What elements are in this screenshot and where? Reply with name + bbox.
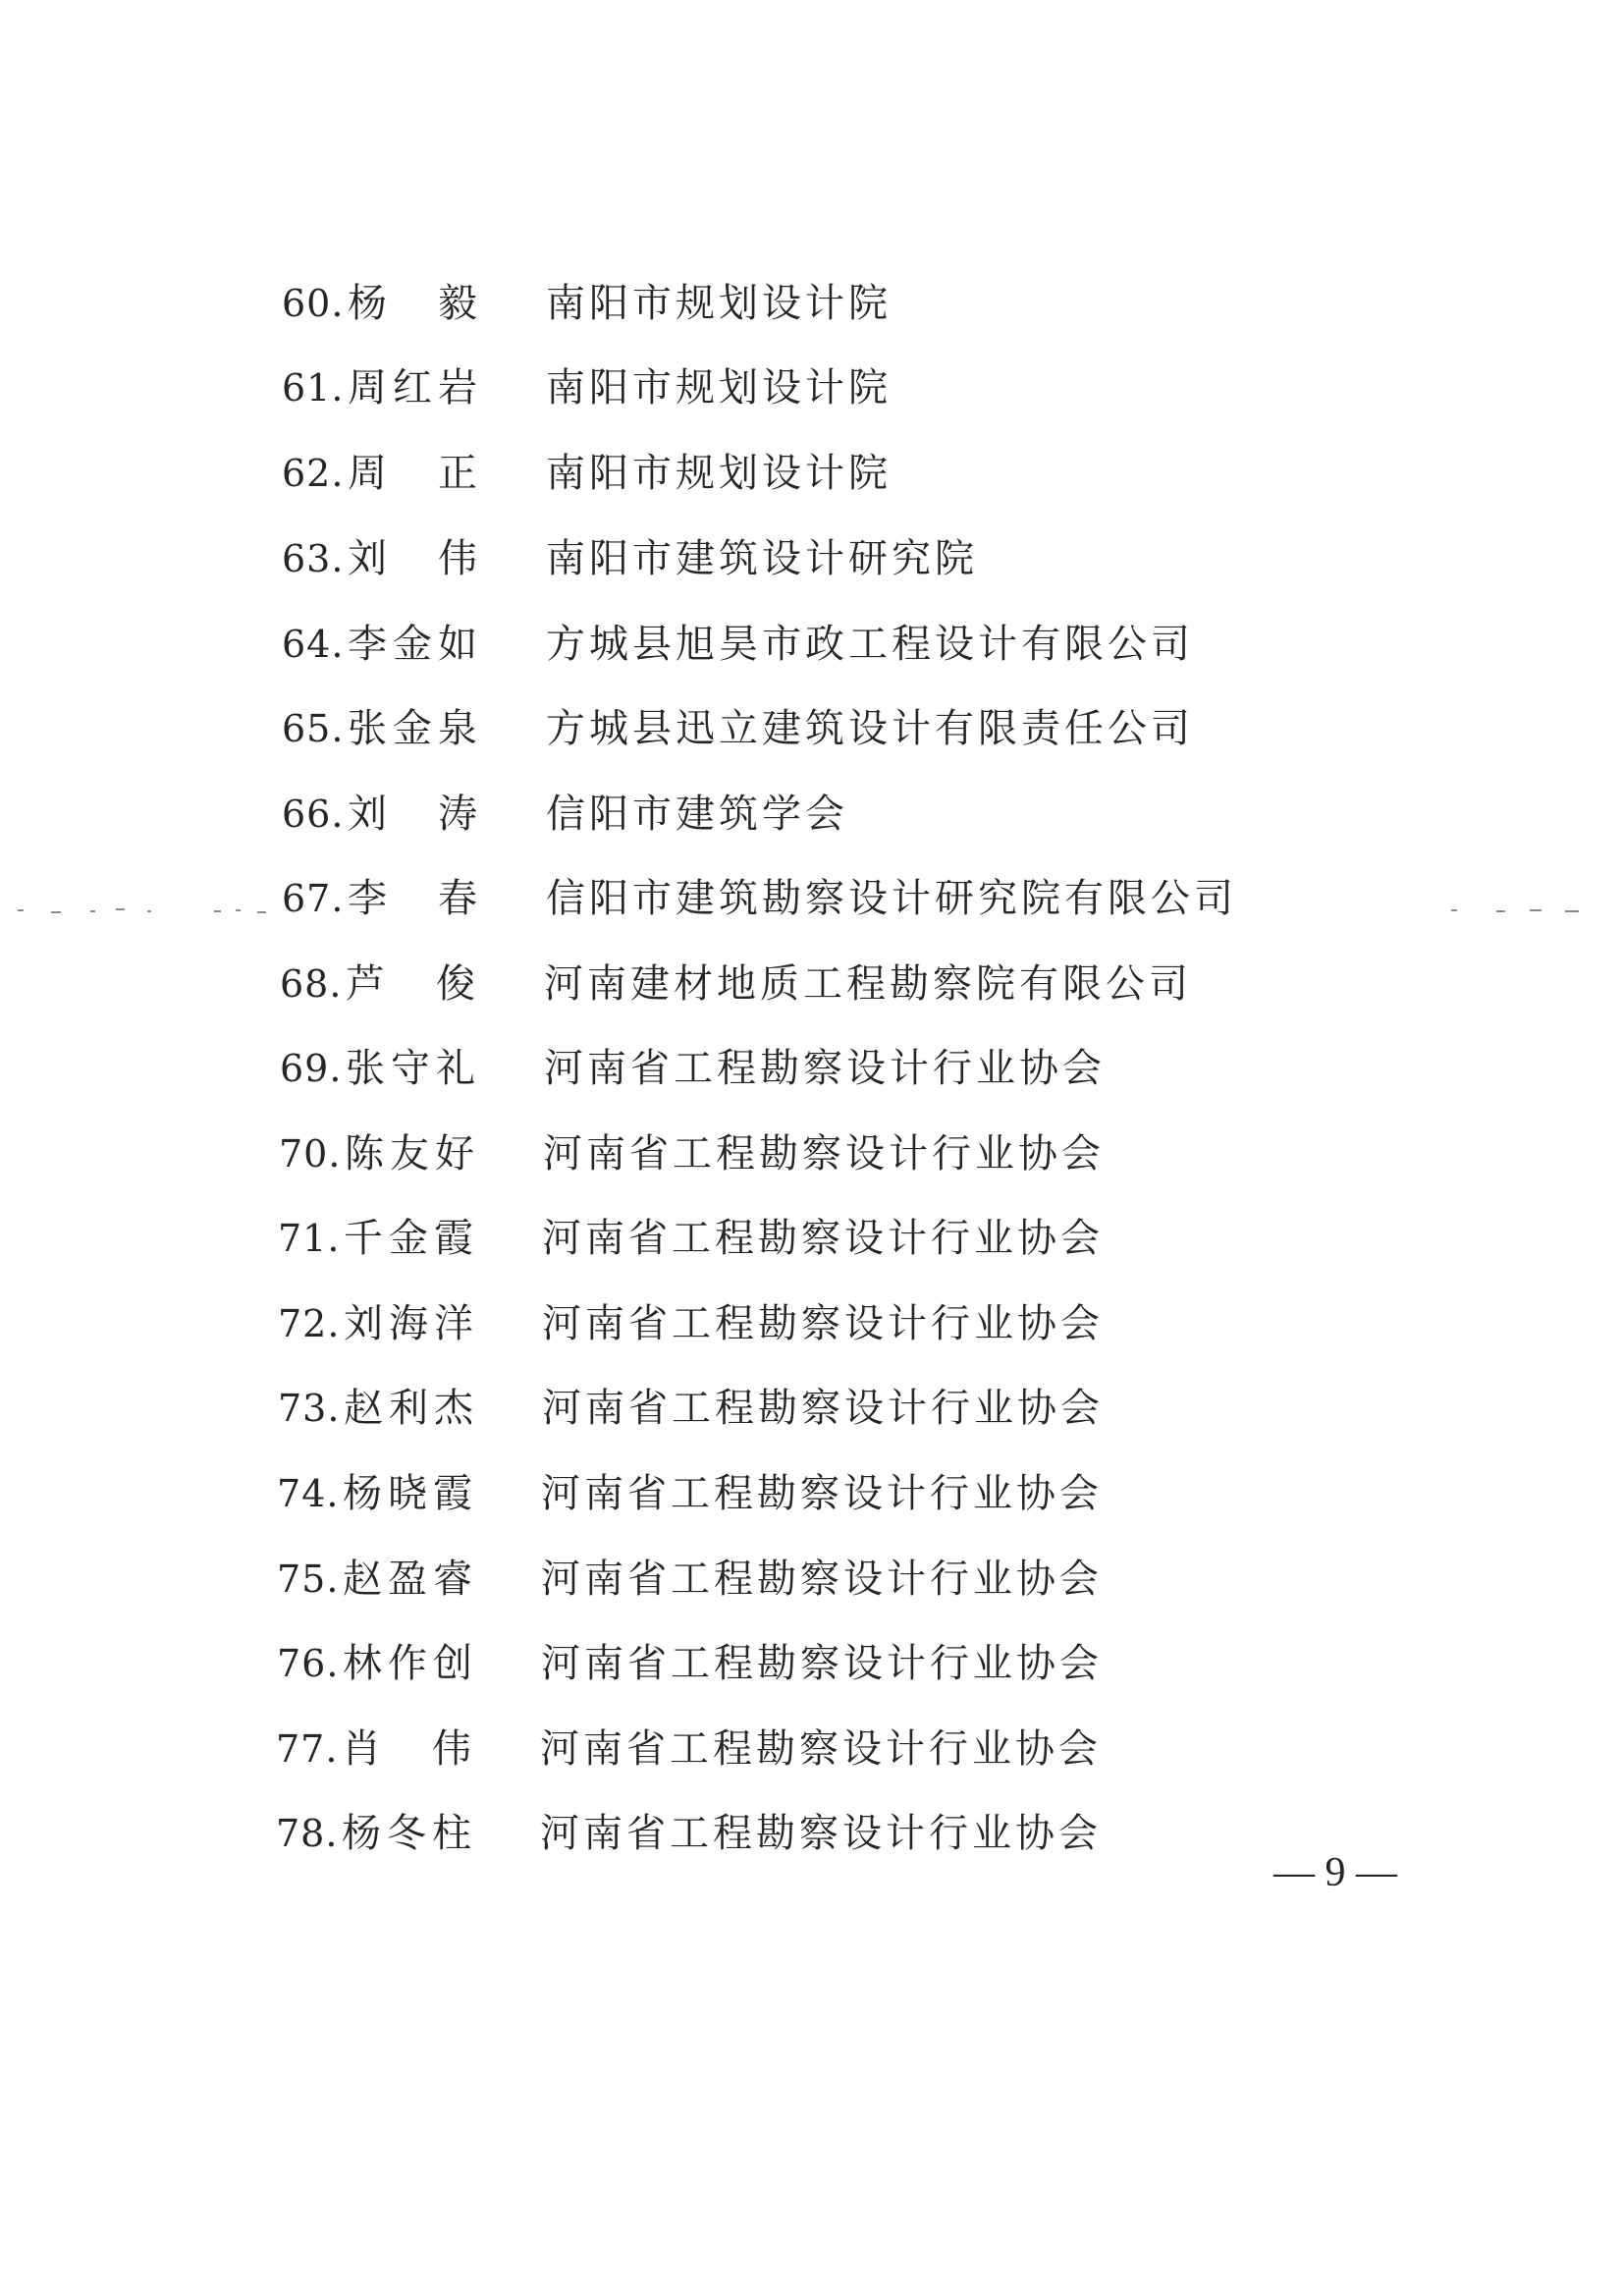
entry-person-name: 杨毅 xyxy=(348,281,477,326)
entry-person-name: 芦俊 xyxy=(346,961,475,1007)
entry-organization: 河南省工程勘察设计行业协会 xyxy=(542,1301,1104,1346)
entry-number: 61. xyxy=(282,366,345,410)
entry-number: 71. xyxy=(278,1217,341,1260)
entry-organization: 河南省工程勘察设计行业协会 xyxy=(540,1811,1102,1856)
entry-organization: 南阳市建筑设计研究院 xyxy=(546,536,978,581)
entry-organization: 方城县迅立建筑设计有限责任公司 xyxy=(546,706,1194,751)
entry-person-name: 肖伟 xyxy=(342,1726,471,1772)
entry-number: 78. xyxy=(276,1812,339,1855)
entry-organization: 河南省工程勘察设计行业协会 xyxy=(541,1557,1103,1602)
scan-speck xyxy=(1496,910,1505,912)
entry-organization: 河南省工程勘察设计行业协会 xyxy=(540,1726,1102,1772)
entry-person-name: 张金泉 xyxy=(348,706,477,751)
scan-speck xyxy=(236,909,241,911)
entry-number: 77. xyxy=(276,1727,339,1771)
entry-number: 65. xyxy=(282,707,345,750)
scan-speck xyxy=(90,910,95,912)
scan-speck xyxy=(1565,910,1579,912)
entry-person-name: 刘涛 xyxy=(348,792,477,837)
entry-number: 68. xyxy=(280,962,343,1006)
entry-person-name: 陈友好 xyxy=(345,1131,474,1176)
entry-person-name: 李金如 xyxy=(348,622,477,667)
entry-organization: 南阳市规划设计院 xyxy=(546,365,892,410)
entry-number: 69. xyxy=(280,1047,343,1090)
scan-speck xyxy=(18,909,24,911)
entry-person-name: 刘海洋 xyxy=(344,1301,473,1346)
entry-organization: 河南省工程勘察设计行业协会 xyxy=(541,1641,1103,1686)
entry-number: 64. xyxy=(282,623,345,666)
entry-person-name: 千金霞 xyxy=(344,1216,473,1261)
entry-person-name: 刘伟 xyxy=(348,536,477,581)
entry-number: 63. xyxy=(282,537,345,580)
entry-number: 67. xyxy=(282,877,345,920)
entry-organization: 方城县旭昊市政工程设计有限公司 xyxy=(546,622,1194,667)
entry-organization: 南阳市规划设计院 xyxy=(546,281,892,326)
entry-organization: 河南省工程勘察设计行业协会 xyxy=(542,1216,1104,1261)
entry-person-name: 周红岩 xyxy=(348,365,477,410)
scan-speck xyxy=(1451,909,1457,911)
entry-organization: 信阳市建筑学会 xyxy=(546,792,848,837)
scan-speck xyxy=(116,908,125,910)
entry-person-name: 赵利杰 xyxy=(344,1386,473,1431)
entry-person-name: 周正 xyxy=(348,451,477,496)
entry-person-name: 杨冬柱 xyxy=(342,1811,471,1856)
entry-number: 75. xyxy=(277,1558,340,1601)
entry-organization: 南阳市规划设计院 xyxy=(546,451,892,496)
entry-person-name: 李春 xyxy=(348,876,477,921)
page-number: — 9 — xyxy=(1273,1850,1397,1895)
scan-speck xyxy=(257,911,266,913)
entry-organization: 河南建材地质工程勘察院有限公司 xyxy=(544,961,1192,1007)
entry-organization: 河南省工程勘察设计行业协会 xyxy=(541,1471,1103,1516)
scan-speck xyxy=(1530,909,1542,911)
entry-number: 62. xyxy=(282,452,345,495)
entry-number: 72. xyxy=(278,1302,341,1345)
entry-number: 66. xyxy=(282,793,345,836)
scan-speck xyxy=(51,911,61,913)
entry-person-name: 林作创 xyxy=(343,1641,472,1686)
entry-number: 74. xyxy=(277,1472,340,1515)
entry-organization: 河南省工程勘察设计行业协会 xyxy=(544,1046,1106,1091)
entry-organization: 河南省工程勘察设计行业协会 xyxy=(543,1131,1105,1176)
entry-number: 73. xyxy=(278,1387,341,1430)
entry-person-name: 杨晓霞 xyxy=(343,1471,472,1516)
entry-person-name: 赵盈睿 xyxy=(343,1557,472,1602)
scan-speck xyxy=(147,910,151,912)
entry-organization: 河南省工程勘察设计行业协会 xyxy=(542,1386,1104,1431)
scan-speck xyxy=(214,910,221,912)
entry-number: 70. xyxy=(279,1132,342,1175)
entry-organization: 信阳市建筑勘察设计研究院有限公司 xyxy=(546,876,1237,921)
entry-person-name: 张守礼 xyxy=(346,1046,475,1091)
entry-number: 76. xyxy=(277,1642,340,1685)
entry-number: 60. xyxy=(282,282,345,325)
